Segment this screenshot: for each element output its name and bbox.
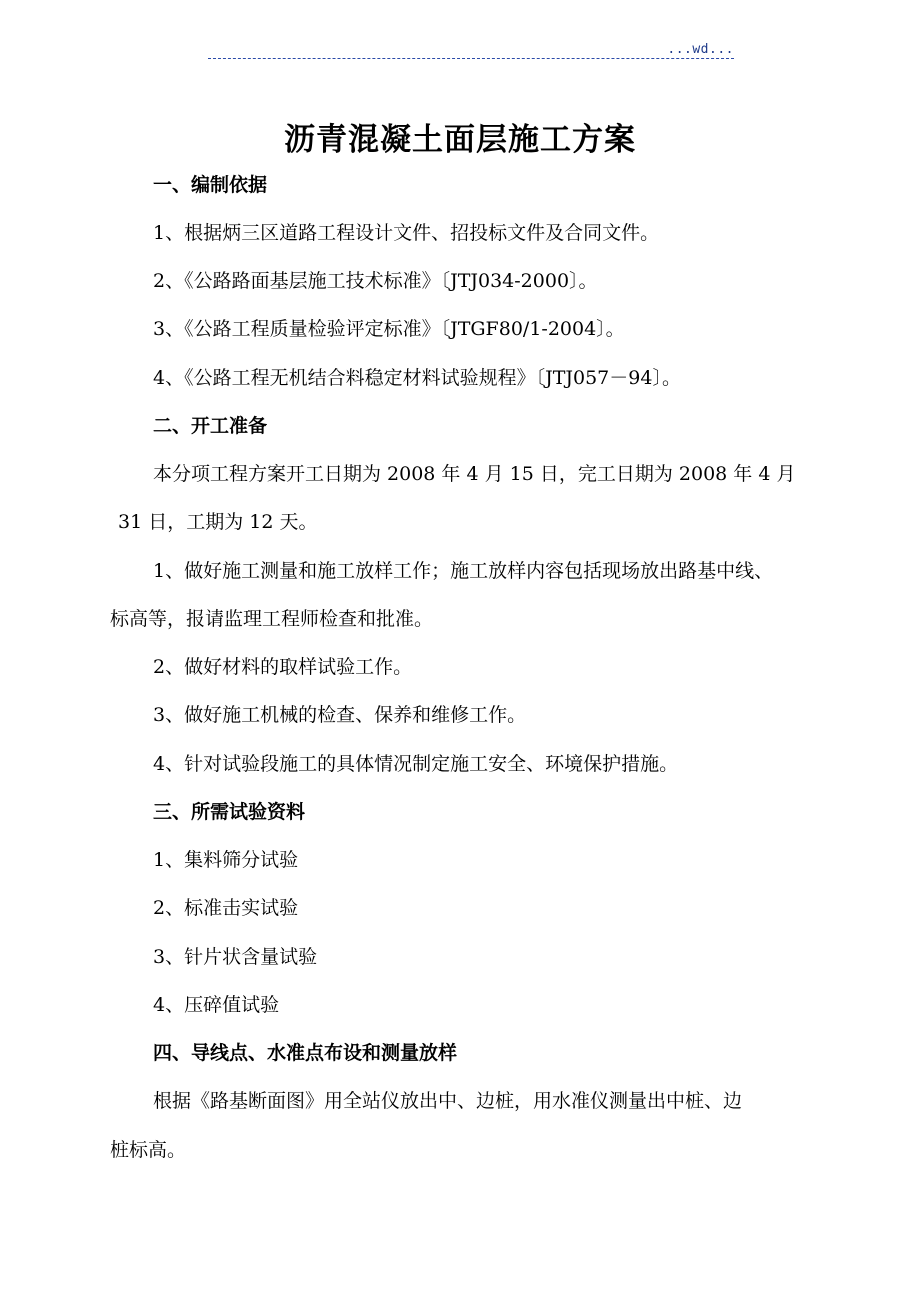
test-item-3: 3、针片状含量试验 [153, 946, 318, 968]
basis-item-3: 3、《公路工程质量检验评定标准》〔JTGF80/1-2004〕。 [153, 318, 625, 340]
preparation-item-3: 3、做好施工机械的检查、保养和维修工作。 [153, 704, 527, 726]
preparation-item-4: 4、针对试验段施工的具体情况制定施工安全、环境保护措施。 [153, 753, 679, 775]
document-title: 沥青混凝土面层施工方案 [284, 122, 636, 158]
preparation-item-1-line-1: 1、做好施工测量和施工放样工作；施工放样内容包括现场放出路基中线、 [153, 560, 774, 582]
test-item-1: 1、集料筛分试验 [153, 849, 299, 871]
basis-item-2: 2、《公路路面基层施工技术标准》〔JTJ034-2000〕。 [153, 270, 598, 292]
preparation-intro-line-1: 本分项工程方案开工日期为 2008 年 4 月 15 日，完工日期为 2008 年 4 月 [153, 463, 796, 485]
page-header [208, 40, 734, 64]
section-heading-basis: 一、编制依据 [153, 174, 268, 196]
basis-item-1: 1、根据炳三区道路工程设计文件、招投标文件及合同文件。 [153, 222, 660, 244]
preparation-item-2: 2、做好材料的取样试验工作。 [153, 656, 413, 678]
test-item-4: 4、压碎值试验 [153, 994, 280, 1016]
test-item-2: 2、标准击实试验 [153, 897, 299, 919]
survey-paragraph-line-1: 根据《路基断面图》用全站仪放出中、边桩，用水准仪测量出中桩、边 [153, 1090, 743, 1112]
header-dashed-rule [208, 58, 734, 59]
section-heading-survey: 四、导线点、水准点布设和测量放样 [153, 1042, 458, 1064]
preparation-intro-line-2: 31 日，工期为 12 天。 [118, 511, 318, 533]
header-mark: ...wd... [667, 42, 734, 57]
section-heading-test-data: 三、所需试验资料 [153, 801, 306, 823]
section-heading-preparation: 二、开工准备 [153, 415, 268, 437]
survey-paragraph-line-2: 桩标高。 [110, 1139, 187, 1161]
basis-item-4: 4、《公路工程无机结合料稳定材料试验规程》〔JTJ057－94〕。 [153, 367, 681, 389]
preparation-item-1-line-2: 标高等，报请监理工程师检查和批准。 [110, 608, 434, 630]
